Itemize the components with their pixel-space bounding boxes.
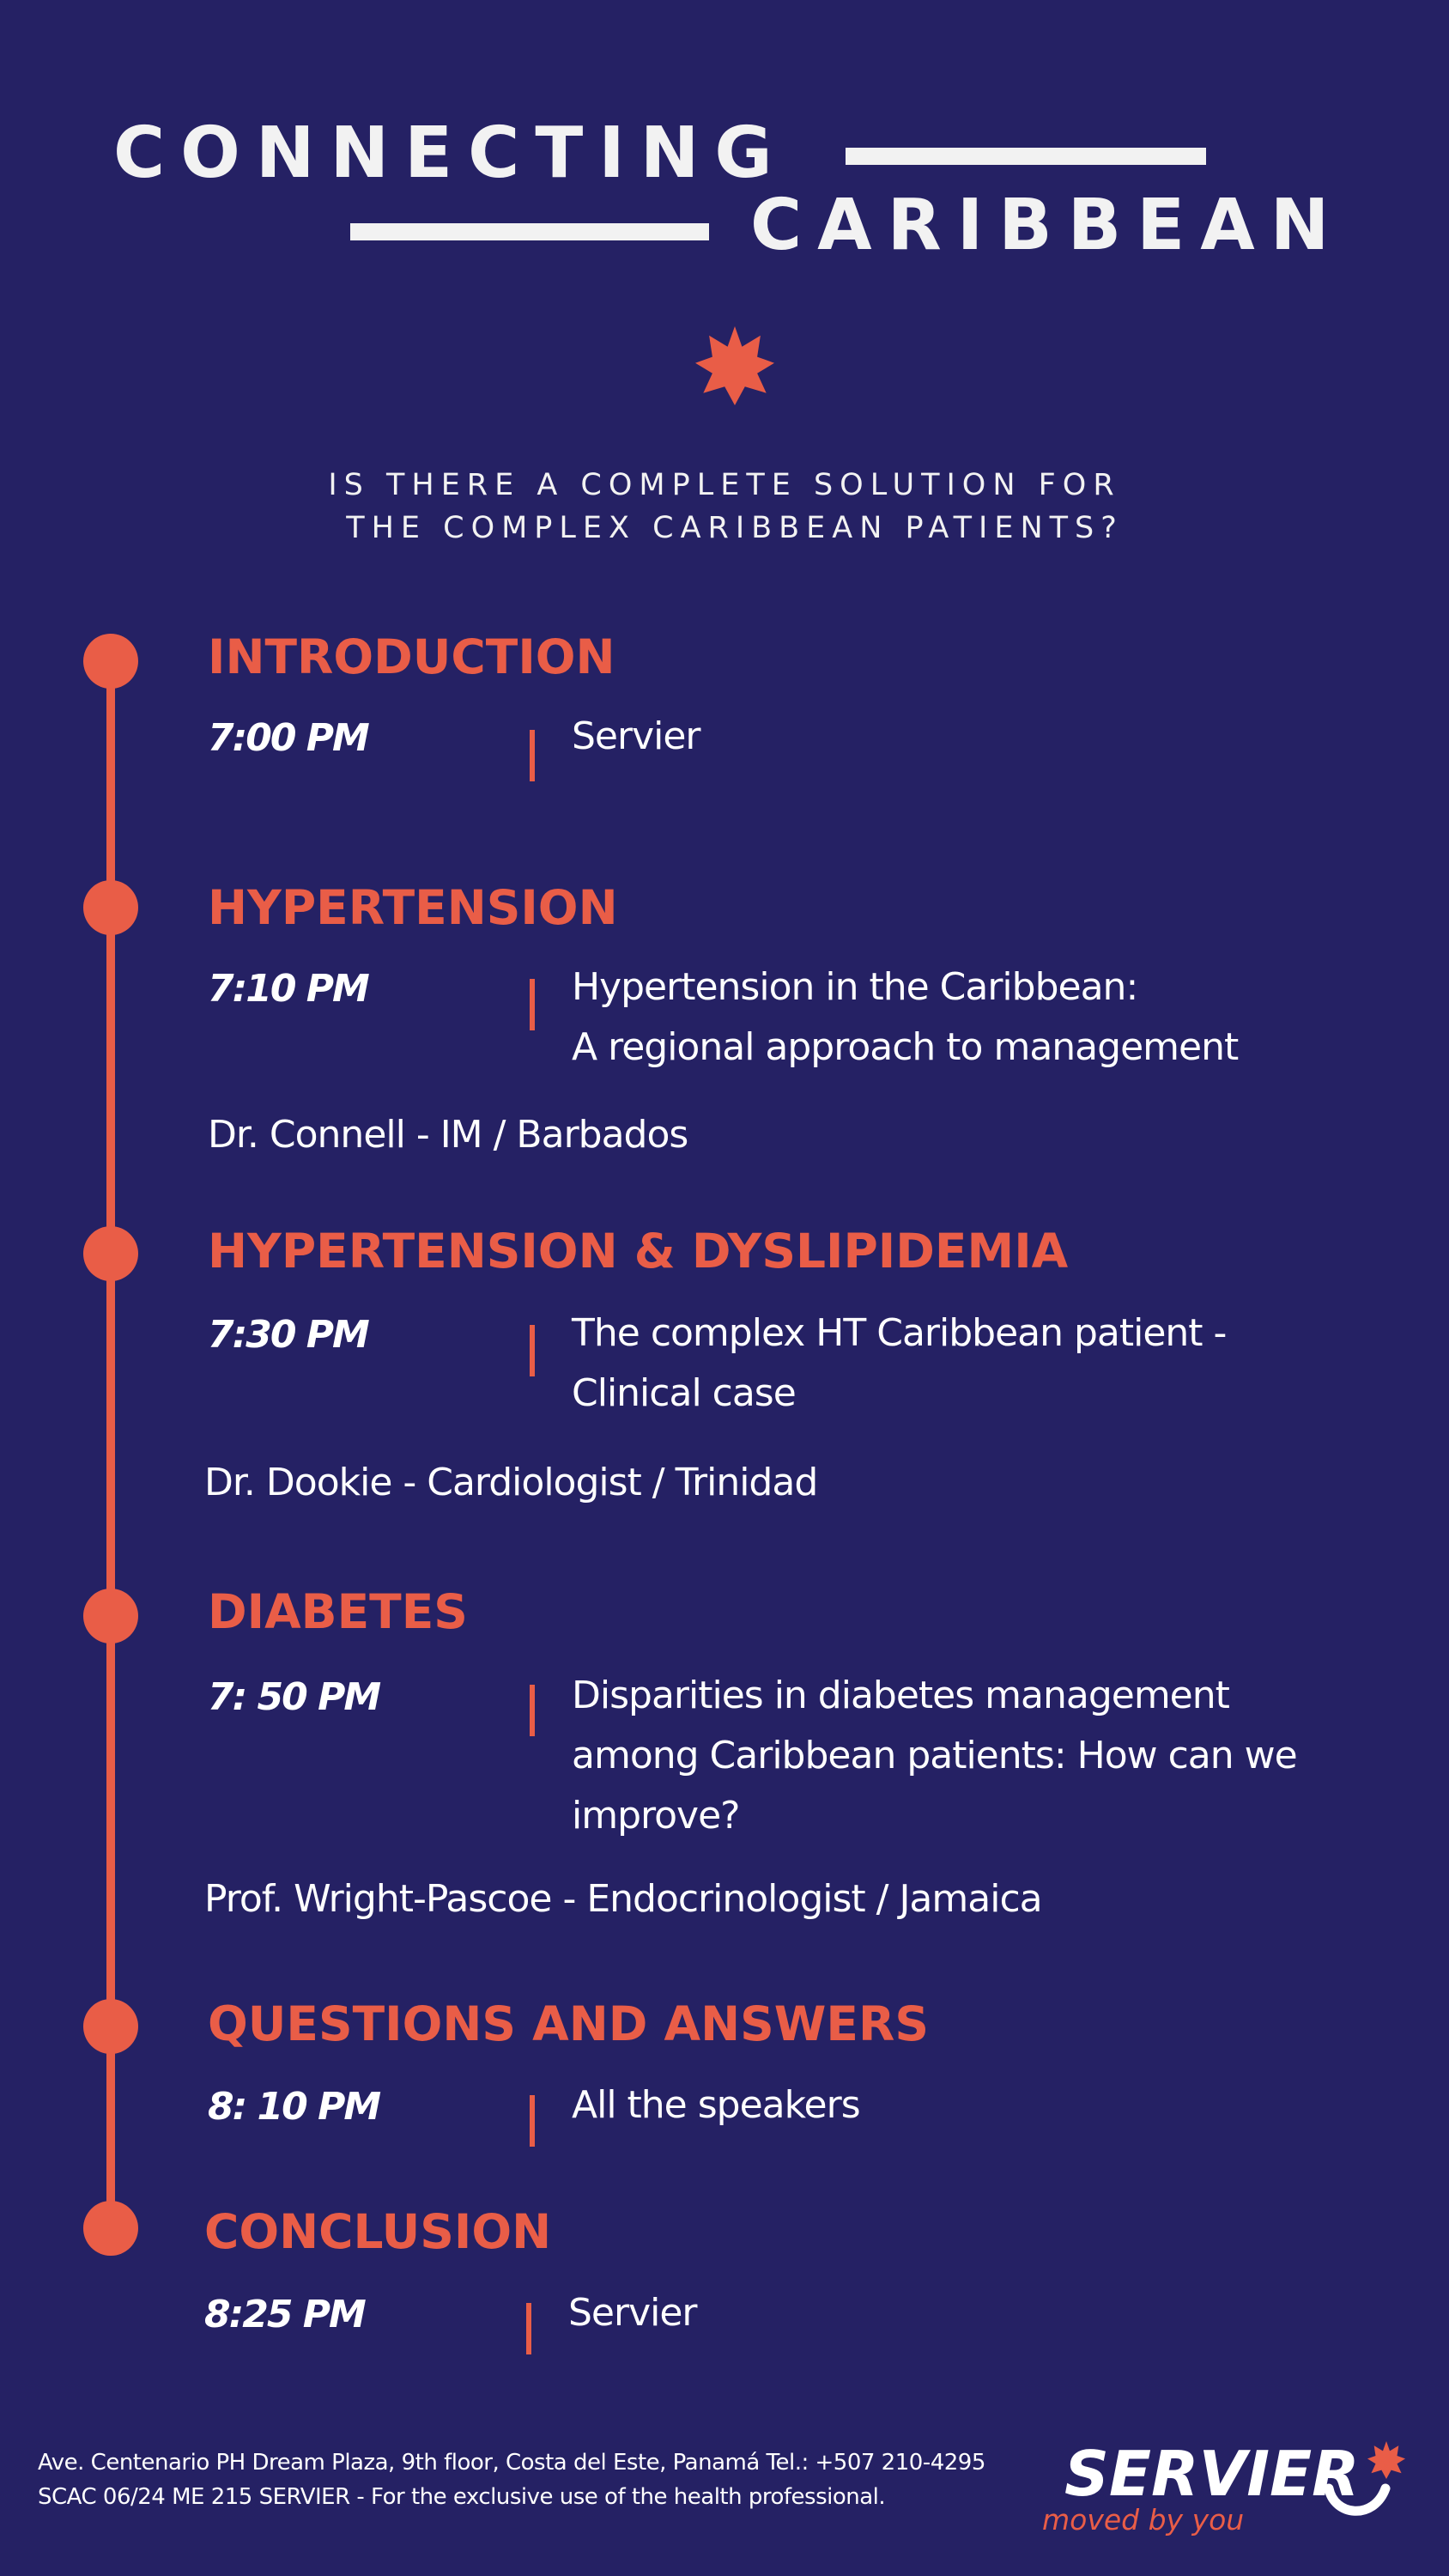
time-separator [530, 2095, 535, 2147]
time-separator [530, 1685, 535, 1736]
time-separator [530, 979, 535, 1030]
title-line-1: CONNECTING [113, 112, 788, 194]
starburst-icon [694, 325, 776, 407]
logo-starburst-icon [1367, 2440, 1406, 2480]
section-title-questions-answers: QUESTIONS AND ANSWERS [208, 1996, 929, 2051]
footer-disclaimer: SCAC 06/24 ME 215 SERVIER - For the exclusive use of the health professional. [38, 2484, 886, 2510]
section-title-introduction: INTRODUCTION [208, 629, 615, 684]
session-time: 7:30 PM [208, 1313, 368, 1357]
session-description: All the speakers [572, 2083, 860, 2127]
session-description: Servier [568, 2291, 697, 2335]
session-description: Hypertension in the Caribbean: A regional approach to management [572, 965, 1239, 1069]
servier-tagline: moved by you [1042, 2503, 1245, 2537]
session-time: 7: 50 PM [208, 1675, 380, 1719]
section-title-hypertension: HYPERTENSION [208, 880, 618, 935]
title-underline-right [846, 148, 1206, 165]
section-title-hypertension-dyslipidemia: HYPERTENSION & DYSLIPIDEMIA [208, 1224, 1069, 1279]
servier-logo-text: SERVIER [1064, 2438, 1360, 2510]
session-description: Disparities in diabetes management among Caribbean patients: How can we improve? [572, 1674, 1297, 1838]
session-speaker: Dr. Dookie - Cardiologist / Trinidad [204, 1461, 818, 1504]
session-speaker: Dr. Connell - IM / Barbados [208, 1113, 688, 1157]
tagline-line-1: IS THERE A COMPLETE SOLUTION FOR [328, 468, 1121, 502]
time-separator [526, 2303, 531, 2354]
footer-info [38, 2445, 985, 2514]
section-title-conclusion: CONCLUSION [204, 2204, 552, 2259]
session-time: 7:10 PM [208, 967, 368, 1011]
session-speaker: Prof. Wright-Pascoe - Endocrinologist / Jamaica [204, 1877, 1042, 1921]
footer-address: Ave. Centenario PH Dream Plaza, 9th floor, Costa del Este, Panamá Tel.: +507 210-4295 [38, 2450, 985, 2476]
session-description: The complex HT Caribbean patient - Clinical case [572, 1311, 1227, 1415]
timeline-dot [83, 1226, 138, 1281]
session-time: 8:25 PM [204, 2293, 365, 2336]
timeline-dot [83, 2201, 138, 2256]
session-time: 8: 10 PM [208, 2085, 380, 2129]
tagline-line-2: THE COMPLEX CARIBBEAN PATIENTS? [346, 511, 1124, 545]
time-separator [530, 1325, 535, 1376]
timeline-dot [83, 634, 138, 689]
session-description: Servier [572, 714, 700, 758]
timeline-dot [83, 1589, 138, 1643]
title-line-2: CARIBBEAN [750, 185, 1345, 266]
timeline-dot [83, 880, 138, 935]
timeline-dot [83, 1999, 138, 2054]
session-time: 7:00 PM [208, 716, 368, 760]
section-title-diabetes: DIABETES [208, 1584, 468, 1639]
time-separator [530, 730, 535, 781]
title-underline-left [350, 223, 709, 240]
